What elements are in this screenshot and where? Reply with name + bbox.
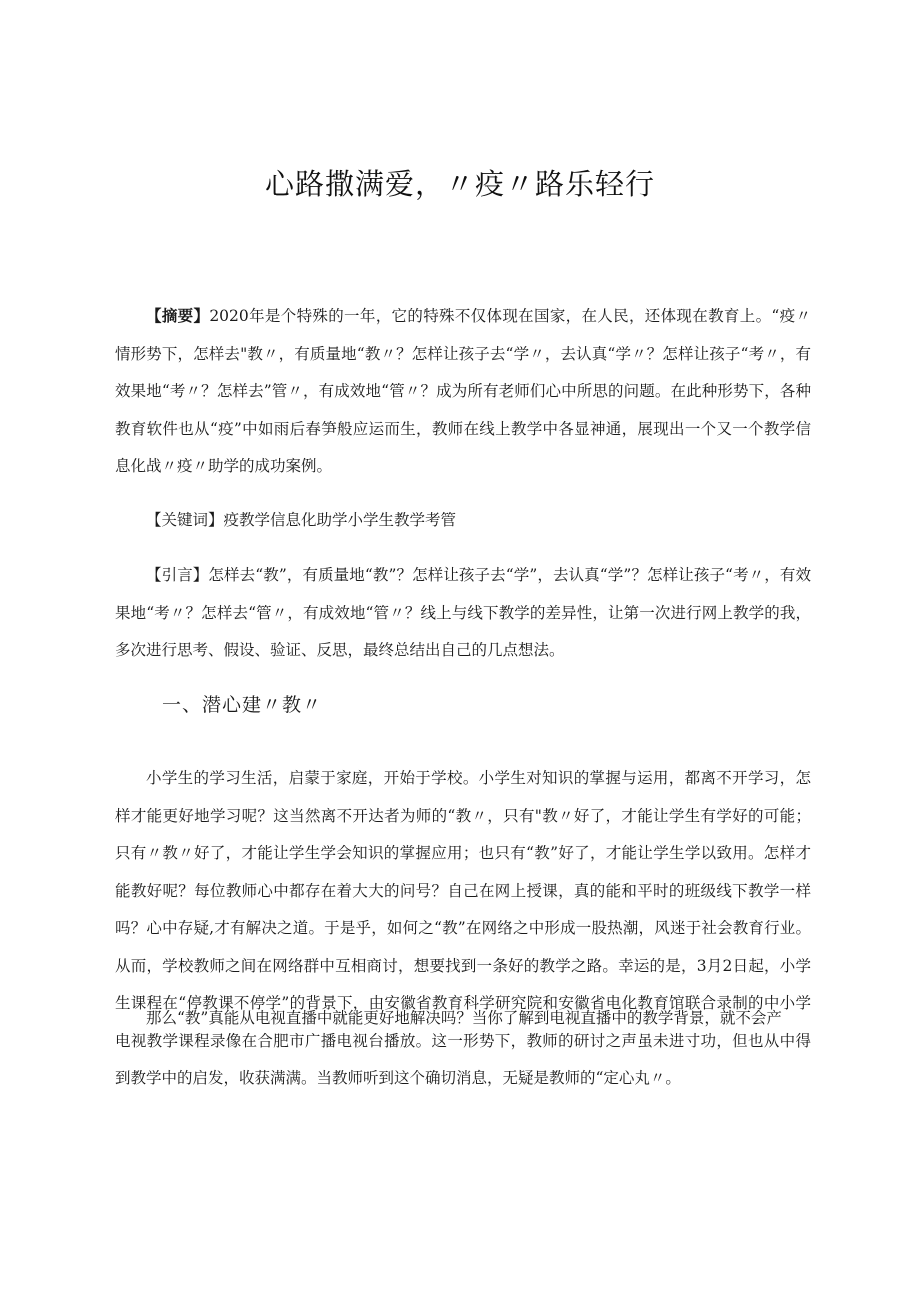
abstract-paragraph xyxy=(115,297,811,486)
abstract-label: 【摘要】 xyxy=(146,306,210,325)
section-heading-1: 一、潜心建〃教〃 xyxy=(162,694,323,716)
abstract-text: 2020年是个特殊的一年，它的特殊不仅体现在国家，在人民，还体现在教育上。“疫〃情形势下，怎样去"教〃，有质量地“教〃？怎样让孩子去“学〃，去认真“学〃？怎样让孩子“考〃，有效果地“考〃？怎样去”管〃，有成效地“管〃？成为所有老师们心中所思的问题。在此种形势下，各种教育软件也从“疫”中如雨后春笋般应运而生，教师在线上教学中各显神通，展现出一个又一个教学信息化战〃疫〃助学的成功案例。 xyxy=(115,307,811,475)
keywords-paragraph xyxy=(115,502,811,540)
keywords-text: 疫教学信息化助学小学生教学考管 xyxy=(223,511,457,529)
intro-label: 【引言】 xyxy=(146,566,209,584)
document-title: 心路撒满爱，〃疫〃路乐轻行 xyxy=(264,167,655,201)
intro-paragraph xyxy=(115,557,811,670)
section1-paragraph-2: 那么“教”真能从电视直播中就能更好地解决吗？当你了解到电视直播中的教学背景，就不会产 xyxy=(146,1009,782,1027)
section1-paragraph-1: 小学生的学习生活，启蒙于家庭，开始于学校。小学生对知识的掌握与运用，都离不开学习，怎样才能更好地学习呢？这当然离不开达者为师的“教〃，只有"教〃好了，才能让学生有学好的可能；只有〃教〃好了，才能让学生学会知识的掌握应用；也只有“教”好了，才能让学生学以致用。怎样才能教好呢？每位教师心中都存在着大大的问号？自己在网上授课，真的能和平时的班级线下教学一样吗？心中存疑,才有解决之道。于是乎，如何之“教”在网络之中形成一股热潮，风迷于社会教育行业。从而，学校教师之间在网络群中互相商讨，想要找到一条好的教学之路。幸运的是，3月2日起，小学生课程在“停教课不停学”的背景下，由安徽省教育科学研究院和安徽省电化教育馆联合录制的中小学电视教学课程录像在合肥市广播电视台播放。这一形势下，教师的研讨之声虽未进寸功，但也从中得到教学中的启发，收获满满。当教师听到这个确切消息，无疑是教师的“定心丸〃。 xyxy=(115,769,811,1087)
keywords-label: 【关键词】 xyxy=(146,511,224,529)
intro-text: 怎样去“教”，有质量地“教”？怎样让孩子去“学”，去认真“学”？怎样让孩子“考〃，有效果地“考〃？怎样去“管〃，有成效地“管〃？线上与线下教学的差异性，让第一次进行网上教学的我，多次进行思考、假设、验证、反思，最终总结出自己的几点想法。 xyxy=(115,566,811,659)
